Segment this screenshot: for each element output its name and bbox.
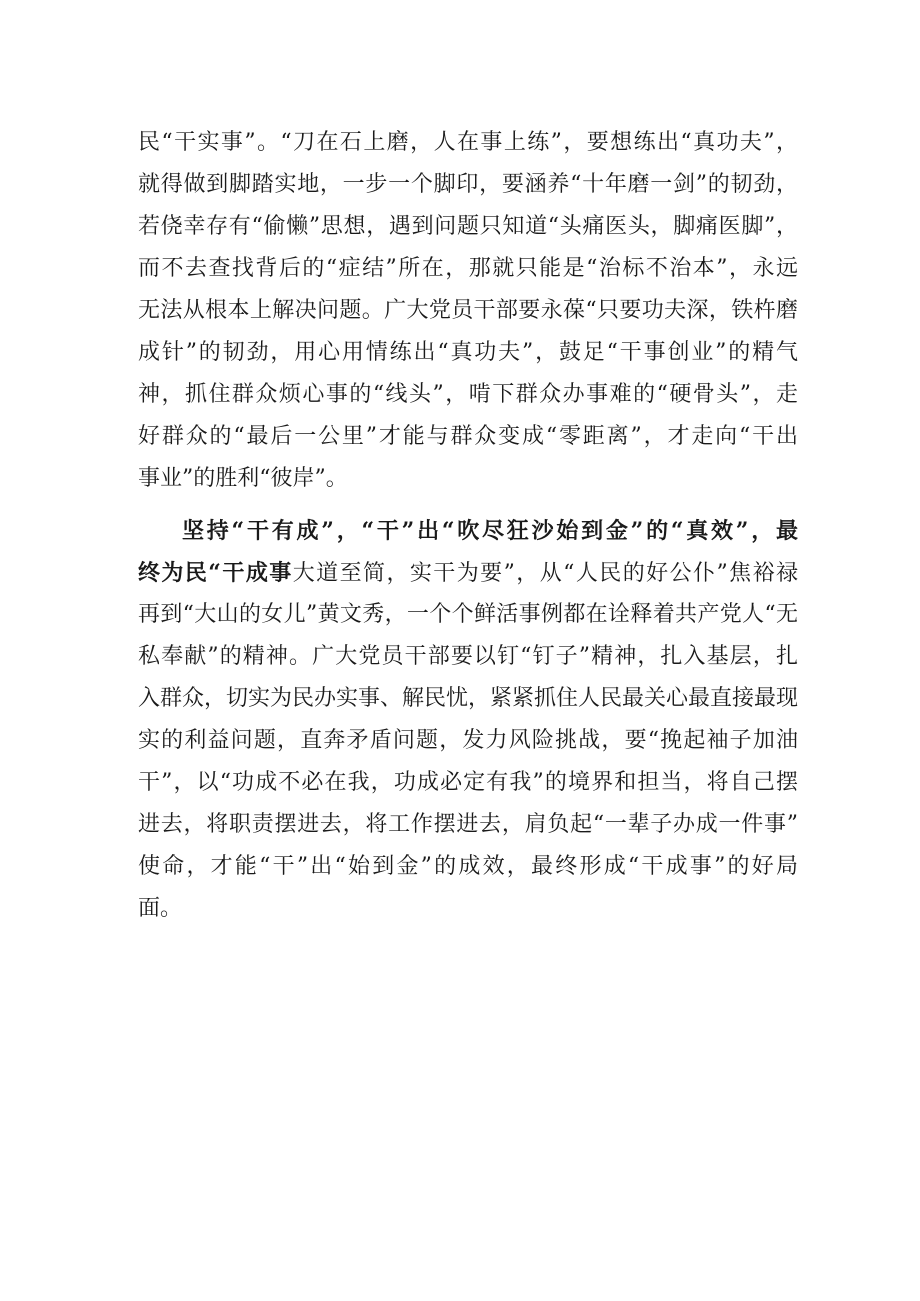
text-line: 好群众的“最后一公里”才能与群众变成“零距离”，才走向“干出 [138,424,798,449]
heading-line: 坚持“干有成”，“干”出“吹尽狂沙始到金”的“真效”，最 [182,518,798,544]
text-line: 事业”的胜利“彼岸”。 [138,466,348,491]
text-line: 面。 [138,896,183,921]
text-segment: 大道至简，实干为要”，从“人民的好公仆”焦裕禄 [292,561,798,586]
text-line: 干”，以“功成不必在我，功成必定有我”的境界和担当，将自己摆 [138,770,798,795]
mixed-line [138,552,798,594]
text-line: 入群众，切实为民办实事、解民忧，紧紧抓住人民最关心最直接最现 [138,686,799,711]
document-body [138,122,798,930]
paragraph-1 [138,122,798,500]
text-line: 就得做到脚踏实地，一步一个脚印，要涵养“十年磨一剑”的韧劲， [138,172,798,197]
text-line: 私奉献”的精神。广大党员干部要以钉“钉子”精神，扎入基层，扎 [138,644,798,669]
paragraph-2 [138,510,798,930]
text-line: 若侥幸存有“偷懒”思想，遇到问题只知道“头痛医头，脚痛医脚”， [138,214,798,239]
text-line: 成针”的韧劲，用心用情练出“真功夫”，鼓足“干事创业”的精气 [138,340,798,365]
text-line: 神，抓住群众烦心事的“线头”，啃下群众办事难的“硬骨头”，走 [138,382,798,407]
text-line: 而不去查找背后的“症结”所在，那就只能是“治标不治本”，永远 [138,256,798,281]
text-line: 进去，将职责摆进去，将工作摆进去，肩负起“一辈子办成一件事” [138,812,798,837]
paragraph-gap [138,500,798,510]
text-line: 无法从根本上解决问题。广大党员干部要永葆“只要功夫深，铁杵磨 [138,298,798,323]
heading-line-end: 终为民“干成事 [138,560,293,586]
text-line: 民“干实事”。“刀在石上磨，人在事上练”，要想练出“真功夫”， [138,130,798,155]
text-line: 再到“大山的女儿”黄文秀，一个个鲜活事例都在诠释着共产党人“无 [138,602,798,627]
text-line: 使命，才能“干”出“始到金”的成效，最终形成“干成事”的好局 [138,854,798,879]
text-line: 实的利益问题，直奔矛盾问题，发力风险挑战，要“挽起袖子加油 [138,728,798,753]
